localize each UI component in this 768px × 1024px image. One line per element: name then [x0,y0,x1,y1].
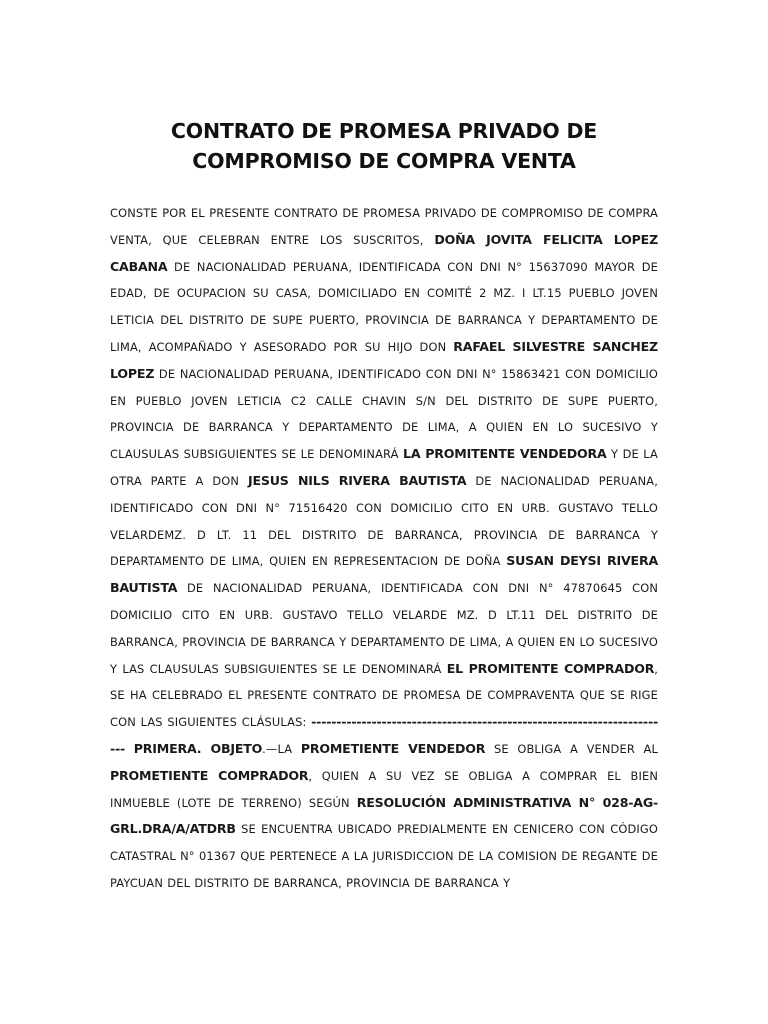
text-run: CONSTE POR EL PRESENTE CONTRATO DE PROMESA PRIVADO DE COMPROMISO DE COMPRA VENTA, QUE CELEBRAN ENTRE LOS SUSCRITOS, [110,206,658,247]
text-run: , QUIEN A SU VEZ SE OBLIGA A COMPRAR EL BIEN INMUEBLE (LOTE DE TERRENO) SEGÚN [110,768,658,810]
text-run: DE NACIONALIDAD PERUANA, IDENTIFICADA CON DNI N° 15637090 MAYOR DE EDAD, DE OCUPACION SU CASA, DOMICILIADO EN COMITÉ 2 MZ. I LT.15 PUEBLO JOVEN LETICIA DEL DISTRITO DE SUPE PUERTO, PROVINCIA DE BARRANCA Y DEPARTAMENTO DE LIMA, ACOMPAÑADO Y ASESORADO POR SU HIJO DON [110,259,658,354]
contract-body-text [110,200,658,897]
bold-text-run: ------------------------------------------------------------------------ [110,714,658,756]
text-run: DE NACIONALIDAD PERUANA, IDENTIFICADO CON DNI N° 71516420 CON DOMICILIO CITO EN URB. GUSTAVO TELLO VELARDEMZ. D LT. 11 DEL DISTRITO DE BARRANCA, PROVINCIA DE BARRANCA Y DEPARTAMENTO DE LIMA, QUIEN EN REPRESENTACION DE DOÑA [110,473,658,569]
bold-text-run: EL PROMITENTE COMPRADOR [446,660,655,676]
bold-text-run: DOÑA JOVITA FELICITA LOPEZ CABANA [110,231,658,274]
text-run: .—LA [262,741,301,756]
bold-text-run: PROMETIENTE VENDEDOR [300,740,486,756]
document-title-line-1: CONTRATO DE PROMESA PRIVADO DE [170,119,598,143]
document-title [110,116,658,176]
text-run: DE NACIONALIDAD PERUANA, IDENTIFICADO CON DNI N° 15863421 CON DOMICILIO EN PUEBLO JOVEN LETICIA C2 CALLE CHAVIN S/N DEL DISTRITO DE SUPE PUERTO, PROVINCIA DE BARRANCA Y DEPARTAMENTO DE LIMA, A QUIEN EN LO SUCESIVO Y CLAUSULAS SUBSIGUIENTES SE LE DENOMINARÁ [110,366,658,462]
bold-text-run: LA PROMITENTE VENDEDORA [403,446,607,462]
text-run: , SE HA CELEBRADO EL PRESENTE CONTRATO DE PROMESA DE COMPRAVENTA QUE SE RIGE CON LAS SIGUIENTES CLÁSULAS: [110,661,658,730]
bold-text-run: RESOLUCIÓN ADMINISTRATIVA N° 028-AG-GRL.DRA/A/ATDRB [110,794,658,837]
document-title-line-2: COMPROMISO DE COMPRA VENTA [192,149,576,173]
text-run: SE ENCUENTRA UBICADO PREDIALMENTE EN CENICERO CON CÓDIGO CATASTRAL N° 01367 QUE PERTENECE A LA JURISDICCION DE LA COMISION DE REGANTE DE PAYCUAN DEL DISTRITO DE BARRANCA, PROVINCIA DE BARRANCA Y [110,822,658,890]
bold-text-run: RAFAEL SILVESTRE SANCHEZ LOPEZ [110,338,658,381]
bold-text-run: SUSAN DEYSI RIVERA BAUTISTA [110,553,658,596]
bold-text-run: PROMETIENTE COMPRADOR [110,767,309,783]
text-run: SE OBLIGA A VENDER AL [485,741,658,756]
text-run [125,742,134,756]
bold-text-run: JESUS NILS RIVERA BAUTISTA [247,472,467,488]
bold-text-run: PRIMERA. OBJETO [133,740,263,756]
text-run: DE NACIONALIDAD PERUANA, IDENTIFICADA CON DNI N° 47870645 CON DOMICILIO CITO EN URB. GUSTAVO TELLO VELARDE MZ. D LT.11 DEL DISTRITO DE BARRANCA, PROVINCIA DE BARRANCA Y DEPARTAMENTO DE LIMA, A QUIEN EN LO SUCESIVO Y LAS CLAUSULAS SUBSIGUIENTES SE LE DENOMINARÁ [110,581,658,676]
text-run: Y DE LA OTRA PARTE A DON [110,447,658,488]
